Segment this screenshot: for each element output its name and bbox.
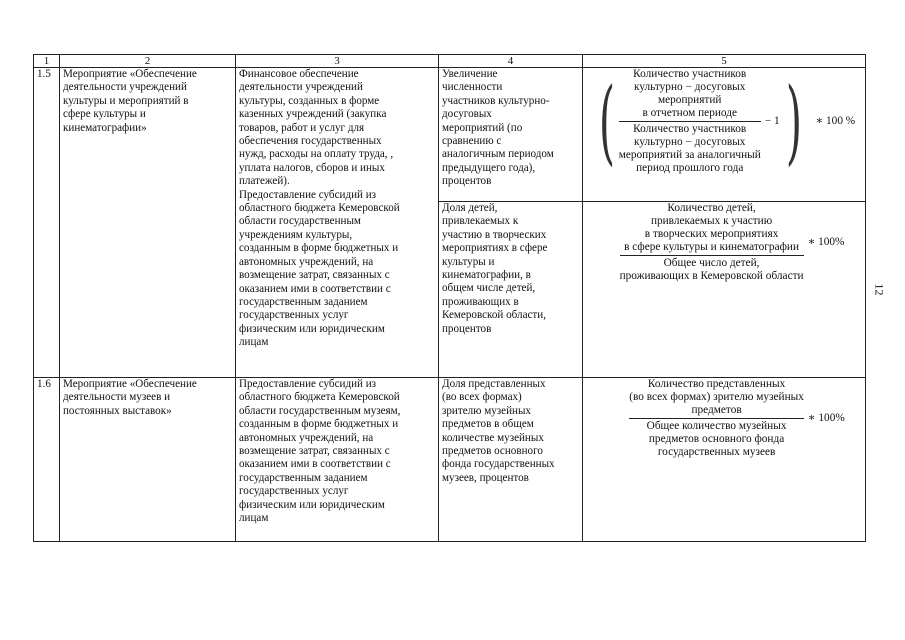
text-line: фонда государственных [442, 458, 555, 471]
fraction-bar [619, 121, 761, 122]
text-line: предметов основного [442, 445, 543, 458]
fraction-denominator [619, 123, 761, 175]
text-line: обеспечения государственных [239, 135, 382, 148]
formula-participants [586, 68, 862, 175]
header-col-5: 5 [583, 55, 866, 68]
text-line: Количество представленных [647, 378, 786, 390]
indicator-cell [439, 202, 583, 378]
text-line: процентов [442, 322, 492, 335]
right-paren: ) [785, 67, 802, 175]
text-line: оказанием ими в соответствии с [239, 282, 391, 295]
text-line: государственных услуг [239, 485, 349, 498]
text-line: Доля детей, [442, 202, 498, 214]
text-line: в отчетном периоде [642, 107, 737, 119]
text-line: оказанием ими в соответствии с [239, 458, 391, 471]
text-line: области государственным [239, 215, 361, 228]
text-line: автономных учреждений, на [239, 255, 374, 268]
header-col-1: 1 [34, 55, 60, 68]
table-row [34, 68, 866, 202]
text-line: кинематографии» [63, 121, 147, 134]
text-line: зрителю музейных [442, 404, 531, 417]
funding-cell [236, 68, 439, 378]
text-line: участников культурно- [442, 94, 550, 107]
text-line: государственным заданием [239, 471, 368, 484]
text-line: предметов [691, 404, 742, 416]
indicator-cell [439, 378, 583, 542]
fraction-denominator [620, 257, 804, 283]
text-line: Предоставление субсидий из [239, 378, 377, 390]
fraction-bar [629, 418, 804, 419]
fraction-bar [620, 255, 804, 256]
text-line: Мероприятие «Обеспечение [63, 68, 197, 80]
text-line: Количество участников [633, 68, 747, 80]
text-line: созданным в форме бюджетных и [239, 418, 399, 431]
text-line: государственным заданием [239, 295, 368, 308]
text-line: мероприятий за аналогичный [618, 149, 761, 161]
formula-cell [583, 68, 866, 202]
text-line: лицам [239, 336, 269, 349]
measure-cell [60, 378, 236, 542]
text-line: физическим или юридическим [239, 322, 385, 335]
text-line: Количество детей, [667, 202, 756, 214]
text-line: областного бюджета Кемеровской [239, 391, 400, 404]
text-line: Кемеровской области, [442, 309, 546, 322]
text-line: платежей). [239, 175, 290, 188]
funding-cell [236, 378, 439, 542]
text-line: досуговых [442, 108, 492, 121]
indicator-table [33, 54, 866, 542]
text-line: казенных учреждений (закупка [239, 108, 387, 121]
fraction [629, 378, 804, 459]
indicator-cell [439, 68, 583, 202]
text-line: государственных музеев [657, 446, 776, 458]
text-line: участию в творческих [442, 228, 547, 241]
row-number: 1.6 [34, 378, 60, 542]
text-line: физическим или юридическим [239, 498, 385, 511]
text-line: уплата налогов, сборов и иных [239, 161, 385, 174]
text-line: деятельности учреждений [63, 81, 187, 94]
minus-one: − 1 [764, 115, 780, 127]
text-line: созданным в форме бюджетных и [239, 242, 399, 255]
formula-cell [583, 378, 866, 542]
text-line: (во всех формах) зрителю музейных [629, 391, 804, 403]
text-line: сфере культуры и [63, 108, 146, 121]
header-row [34, 55, 866, 68]
header-col-2: 2 [60, 55, 236, 68]
text-line: лицам [239, 512, 269, 525]
table-row [34, 378, 866, 542]
row-number: 1.5 [34, 68, 60, 378]
left-paren: ( [598, 67, 615, 175]
text-line: культурно − досуговых [634, 81, 746, 93]
times-100: ∗ 100% [807, 236, 845, 248]
times-100: ∗ 100% [807, 412, 845, 424]
text-line: автономных учреждений, на [239, 431, 374, 444]
text-line: проживающих в [442, 295, 519, 308]
fraction-numerator [624, 202, 799, 254]
text-line: численности [442, 81, 503, 94]
text-line: кинематографии, в [442, 269, 531, 282]
text-line: культуры и [442, 255, 495, 268]
text-line: процентов [442, 175, 492, 188]
fraction [619, 68, 761, 175]
text-line: деятельности учреждений [239, 81, 363, 94]
text-line: предметов в общем [442, 418, 534, 431]
text-line: (во всех формах) [442, 391, 522, 404]
text-line: количестве музейных [442, 431, 544, 444]
text-line: культуры, созданных в форме [239, 94, 380, 107]
header-col-3: 3 [236, 55, 439, 68]
text-line: музеев, процентов [442, 471, 529, 484]
text-line: нужд, расходы на оплату труда, , [239, 148, 394, 161]
text-line: привлекаемых к участию [650, 215, 773, 227]
text-line: мероприятиях в сфере [442, 242, 548, 255]
text-line: Доля представленных [442, 378, 546, 390]
measure-cell [60, 68, 236, 378]
text-line: в творческих мероприятиях [644, 228, 779, 240]
text-line: Количество участников [633, 123, 747, 135]
text-line: учреждениям культуры, [239, 228, 353, 241]
text-line: деятельности музеев и [63, 391, 171, 404]
text-line: предметов основного фонда [648, 433, 785, 445]
formula-museums [616, 378, 862, 459]
text-line: Общее количество музейных [646, 420, 787, 432]
text-line: мероприятий [658, 94, 722, 106]
text-line: в сфере культуры и кинематографии [624, 241, 799, 253]
text-line: предыдущего года), [442, 161, 536, 174]
text-line: Предоставление субсидий из [239, 188, 377, 201]
text-line: проживающих в Кемеровской области [619, 270, 804, 282]
text-line: аналогичным периодом [442, 148, 554, 161]
header-col-4: 4 [439, 55, 583, 68]
text-line: Увеличение [442, 68, 498, 80]
text-line: культурно − досуговых [634, 136, 746, 148]
text-line: культуры и мероприятий в [63, 94, 189, 107]
formula-children [606, 202, 862, 283]
text-line: мероприятий (по [442, 121, 523, 134]
text-line: Общее число детей, [663, 257, 760, 269]
text-line: государственных услуг [239, 309, 349, 322]
text-line: товаров, работ и услуг для [239, 121, 365, 134]
text-line: общем числе детей, [442, 282, 536, 295]
text-line: сравнению с [442, 135, 502, 148]
text-line: постоянных выставок» [63, 404, 172, 417]
fraction [620, 202, 804, 283]
fraction-numerator [633, 68, 746, 120]
fraction-numerator [629, 378, 804, 417]
text-line: возмещение затрат, связанных с [239, 445, 390, 458]
text-line: возмещение затрат, связанных с [239, 269, 390, 282]
formula-cell [583, 202, 866, 378]
text-line: области государственным музеям, [239, 404, 401, 417]
text-line: период прошлого года [636, 162, 744, 174]
fraction-denominator [647, 420, 787, 459]
text-line: областного бюджета Кемеровской [239, 202, 400, 215]
text-line: Финансовое обеспечение [239, 68, 359, 80]
page-number: 12 [872, 283, 887, 296]
times-100: ∗ 100 % [815, 115, 856, 127]
text-line: Мероприятие «Обеспечение [63, 378, 197, 390]
text-line: привлекаемых к [442, 215, 519, 228]
